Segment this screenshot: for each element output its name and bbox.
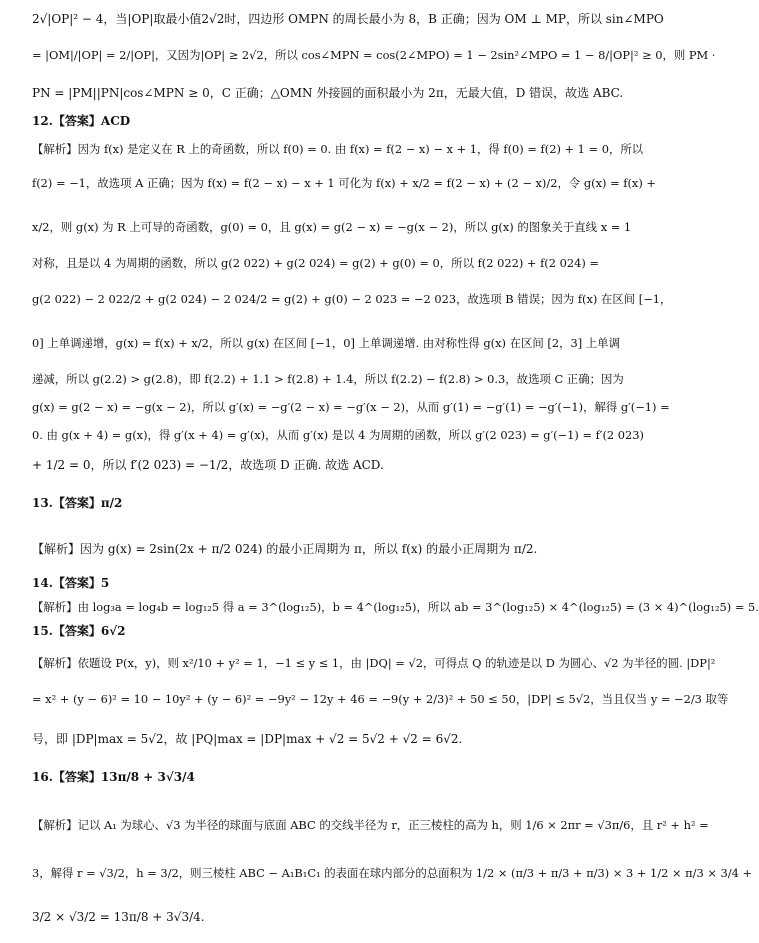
text-line: + 1/2 = 0，所以 f′(2 023) = −1/2，故选项 D 正确. 故选 ACD.	[32, 458, 384, 472]
text-line: 【解析】由 log₃a = log₄b = log₁₂5 得 a = 3^(log₁₂5)，b = 4^(log₁₂5)，所以 ab = 3^(log₁₂5) × 4^(log₁₂5) = (3 × 4)^(log₁₂5) = 5.	[32, 600, 759, 614]
text-line: 递减，所以 g(2.2) > g(2.8)，即 f(2.2) + 1.1 > f(2.8) + 1.4，所以 f(2.2) − f(2.8) > 0.3，故选项 C 正确；因为	[32, 372, 624, 386]
text-line: PN = |PM||PN|cos∠MPN ≥ 0，C 正确；△OMN 外接圆的面积最小为 2π，无最大值，D 错误，故选 ABC.	[32, 86, 624, 100]
text-line: = |OM|/|OP| = 2/|OP|，又因为|OP| ≥ 2√2，所以 cos∠MPN = cos(2∠MPO) = 1 − 2sin²∠MPO = 1 − 8/|OP|² ≥ 0，则 PM ·	[32, 48, 716, 62]
text-line: 【解析】因为 g(x) = 2sin(2x + π/2 024) 的最小正周期为 π，所以 f(x) 的最小正周期为 π/2.	[32, 542, 538, 556]
text-line: g(2 022) − 2 022/2 + g(2 024) − 2 024/2 = g(2) + g(0) − 2 023 = −2 023，故选项 B 错误；因为 f(x) 在区间 [−1，	[32, 292, 672, 306]
text-line: 【解析】因为 f(x) 是定义在 R 上的奇函数，所以 f(0) = 0. 由 f(x) = f(2 − x) − x + 1，得 f(0) = f(2) + 1 = 0，所以	[32, 142, 644, 156]
question-answer-heading: 15.【答案】6√2	[32, 624, 126, 638]
text-line: g(x) = g(2 − x) = −g(x − 2)，所以 g′(x) = −g′(2 − x) = −g′(x − 2)，从而 g′(1) = −g′(1) = −g′(−1)，解得 g′(−1) =	[32, 400, 670, 414]
text-line: 3，解得 r = √3/2，h = 3/2，则三棱柱 ABC − A₁B₁C₁ 的表面在球内部分的总面积为 1/2 × (π/3 + π/3 + π/3) × 3 + 1/2 × π/3 × 3/4 +	[32, 866, 752, 880]
text-line: 0] 上单调递增，g(x) = f(x) + x/2，所以 g(x) 在区间 [−1，0] 上单调递增. 由对称性得 g(x) 在区间 [2，3] 上单调	[32, 336, 620, 350]
question-answer-heading: 16.【答案】13π/8 + 3√3/4	[32, 770, 195, 784]
question-answer-heading: 13.【答案】π/2	[32, 496, 123, 510]
text-line: 对称，且是以 4 为周期的函数，所以 g(2 022) + g(2 024) = g(2) + g(0) = 0，所以 f(2 022) + f(2 024) =	[32, 256, 599, 270]
text-line: 【解析】依题设 P(x，y)，则 x²/10 + y² = 1，−1 ≤ y ≤ 1，由 |DQ| = √2，可得点 Q 的轨迹是以 D 为圆心、√2 为半径的圆. |DP|²	[32, 656, 716, 670]
text-line: f(2) = −1，故选项 A 正确；因为 f(x) = f(2 − x) − x + 1 可化为 f(x) + x/2 = f(2 − x) + (2 − x)/2，令 g(x) = f(x) +	[32, 176, 656, 190]
question-answer-heading: 12.【答案】ACD	[32, 114, 131, 128]
text-line: 0. 由 g(x + 4) = g(x)，得 g′(x + 4) = g′(x)，从而 g′(x) 是以 4 为周期的函数，所以 g′(2 023) = g′(−1) = f′(2 023)	[32, 428, 644, 442]
text-line: = x² + (y − 6)² = 10 − 10y² + (y − 6)² = −9y² − 12y + 46 = −9(y + 2/3)² + 50 ≤ 50，|DP| ≤ 5√2，当且仅当 y = −2/3 取等	[32, 692, 729, 706]
text-line: 【解析】记以 A₁ 为球心、√3 为半径的球面与底面 ABC 的交线半径为 r，正三棱柱的高为 h，则 1/6 × 2πr = √3π/6，且 r² + h² =	[32, 818, 709, 832]
question-answer-heading: 14.【答案】5	[32, 576, 110, 590]
text-line: 3/2 × √3/2 = 13π/8 + 3√3/4.	[32, 910, 205, 924]
text-line: x/2，则 g(x) 为 R 上可导的奇函数，g(0) = 0，且 g(x) = g(2 − x) = −g(x − 2)，所以 g(x) 的图象关于直线 x = 1	[32, 220, 632, 234]
text-line: 号，即 |DP|max = 5√2，故 |PQ|max = |DP|max + √2 = 5√2 + √2 = 6√2.	[32, 732, 463, 746]
text-line: 2√|OP|² − 4，当|OP|取最小值2√2时，四边形 OMPN 的周长最小为 8，B 正确；因为 OM ⊥ MP，所以 sin∠MPO	[32, 12, 664, 26]
